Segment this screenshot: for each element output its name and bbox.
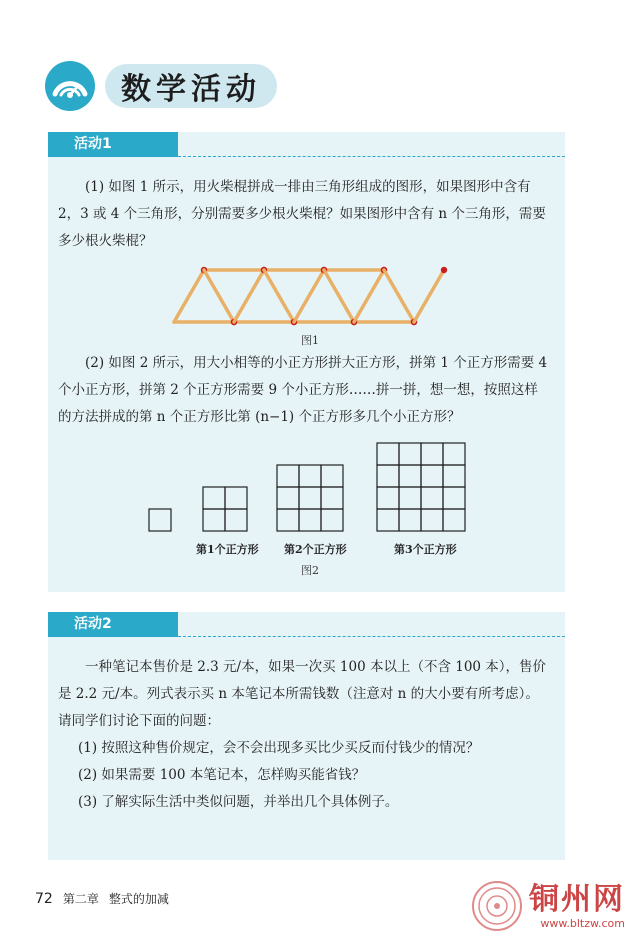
grid-cell [321, 465, 343, 487]
page-title: 数学活动 [121, 72, 261, 107]
seal-icon [471, 880, 523, 932]
matchstick [264, 270, 294, 322]
grid-cell [225, 509, 247, 531]
matchstick [354, 270, 384, 322]
matchstick [204, 270, 234, 322]
grid-cell [299, 487, 321, 509]
matchstick [174, 270, 204, 322]
grid-cell [377, 509, 399, 531]
activity2-q3: (3) 了解实际生活中类似问题，并举出几个具体例子。 [78, 794, 399, 810]
grid-cell [421, 487, 443, 509]
watermark-name: 铜州网 [529, 881, 625, 917]
square-2 [277, 465, 343, 531]
figure2-caption: 图2 [301, 564, 319, 577]
activity2-q1: (1) 按照这种售价规定，会不会出现多买比少买反而付钱少的情况？ [78, 740, 480, 756]
square3-label: 第3个正方形 [394, 543, 457, 556]
matchstick-head [441, 267, 447, 273]
grid-cell [277, 487, 299, 509]
activity1-box [48, 132, 565, 592]
watermark-url: www.bltzw.com [540, 916, 625, 930]
activity2-q2: (2) 如果需要 100 本笔记本，怎样购买能省钱？ [78, 767, 366, 783]
grid-cell [421, 443, 443, 465]
title-pill [105, 64, 277, 108]
grid-cell [443, 443, 465, 465]
matchstick [324, 270, 354, 322]
activity2-intro: 一种笔记本售价是 2.3 元/本，如果一次买 100 本以上（不含 100 本），售价是 2.2 元/本。列式表示买 n 本笔记本所需钱数（注意对 n 的大小要有所考虑）。请同学们讨论下面的问题： [58, 659, 547, 729]
figure1-caption: 图1 [301, 334, 319, 347]
unit-square [149, 509, 171, 531]
activity2-tag: 活动2 [48, 612, 178, 637]
matchstick [414, 270, 444, 322]
square-3 [377, 443, 465, 531]
grid-cell [399, 443, 421, 465]
grid-cell [377, 465, 399, 487]
grid-cell [321, 509, 343, 531]
matchstick [234, 270, 264, 322]
tag-divider [178, 156, 565, 157]
page-footer [35, 890, 169, 907]
page-number: 72 [35, 891, 53, 907]
matchstick [294, 270, 324, 322]
grid-cell [225, 487, 247, 509]
square2-label: 第2个正方形 [284, 543, 347, 556]
activity1-tag: 活动1 [48, 132, 178, 157]
grid-cell [443, 465, 465, 487]
activity2-box [48, 612, 565, 860]
square-1 [203, 487, 247, 531]
chapter-label: 第二章 [62, 892, 99, 906]
activity1-question2: (2) 如图 2 所示，用大小相等的小正方形拼大正方形，拼第 1 个正方形需要 4 个小正方形，拼第 2 个正方形需要 9 个小正方形……拼一拼，想一想，按照这样的方法拼成的第 n 个正方形比第 (n−1) 个正方形多几个小正方形？ [58, 355, 548, 425]
grid-cell [443, 509, 465, 531]
grid-cell [299, 465, 321, 487]
grid-cell [321, 487, 343, 509]
grid-cell [377, 487, 399, 509]
tag-divider [178, 636, 565, 637]
grid-cell [277, 465, 299, 487]
grid-cell [443, 487, 465, 509]
figure1-matchsticks [166, 262, 456, 332]
grid-cell [399, 487, 421, 509]
grid-cell [299, 509, 321, 531]
grid-cell [399, 465, 421, 487]
grid-cell [203, 509, 225, 531]
dial-gauge-icon [45, 61, 95, 111]
activity1-question1: (1) 如图 1 所示，用火柴棍拼成一排由三角形组成的图形，如果图形中含有 2，3 或 4 个三角形，分别需要多少根火柴棍？如果图形中含有 n 个三角形，需要多少根火柴棍？ [58, 179, 546, 249]
grid-cell [277, 509, 299, 531]
grid-cell [149, 509, 171, 531]
watermark [471, 880, 625, 932]
figure2-squares [143, 437, 473, 537]
grid-cell [203, 487, 225, 509]
grid-cell [421, 509, 443, 531]
grid-cell [377, 443, 399, 465]
section-label: 整式的加减 [108, 892, 169, 906]
square1-label: 第1个正方形 [196, 543, 259, 556]
grid-cell [421, 465, 443, 487]
section-header [45, 62, 277, 110]
grid-cell [399, 509, 421, 531]
matchstick [384, 270, 414, 322]
